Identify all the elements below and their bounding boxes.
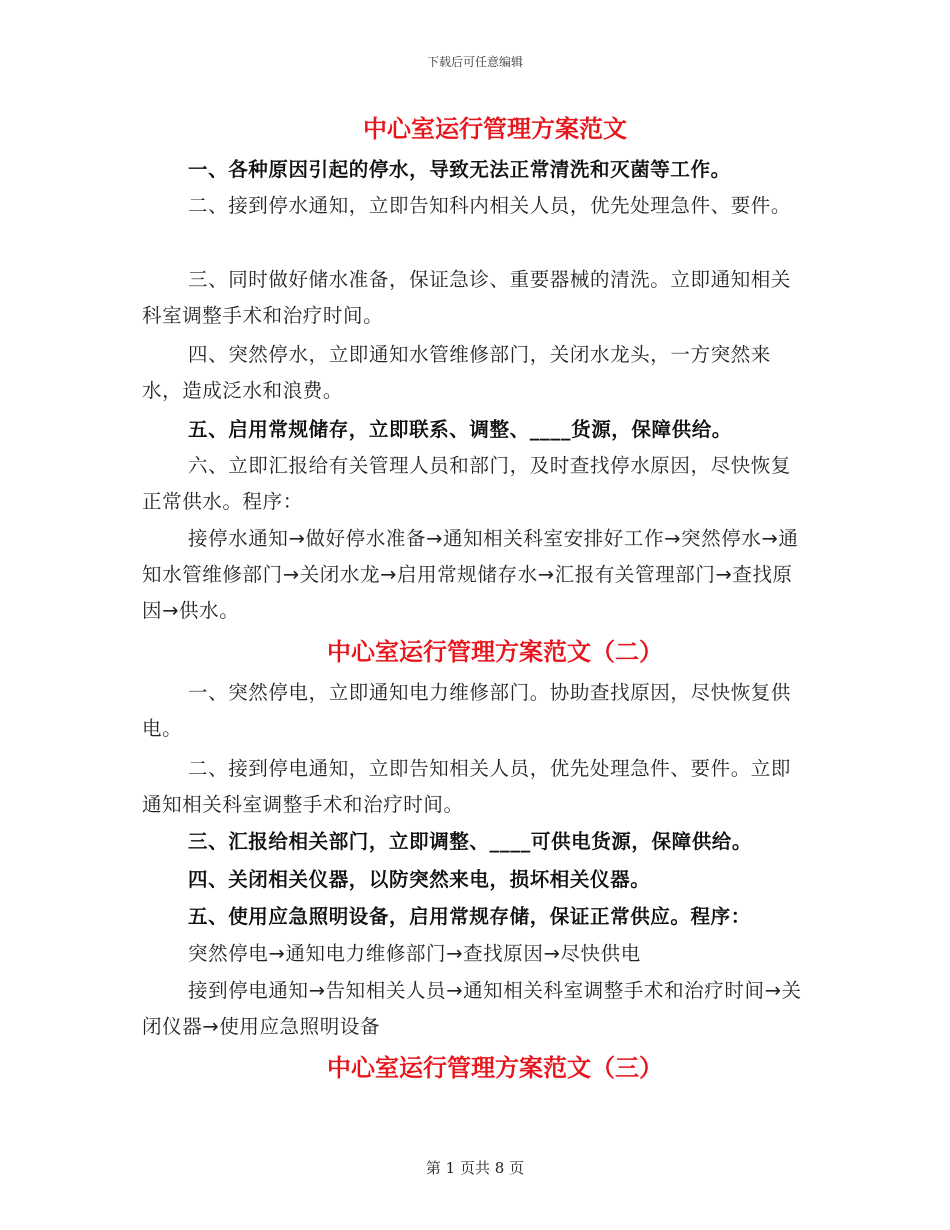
paragraph: 突然停电→通知电力维修部门→查找原因→尽快供电 bbox=[188, 942, 641, 965]
page-footer: 第 1 页共 8 页 bbox=[425, 1159, 525, 1177]
paragraph: 一、突然停电，立即通知电力维修部门。协助查找原因，尽快恢复供电。 bbox=[142, 681, 792, 740]
paragraph: 五、启用常规储存，立即联系、调整、____货源，保障供给。 bbox=[188, 418, 732, 441]
paragraph: 接到停电通知→告知相关人员→通知相关科室调整手术和治疗时间→关闭仪器→使用应急照明设备 bbox=[142, 979, 802, 1038]
paragraph: 三、同时做好储水准备，保证急诊、重要器械的清洗。立即通知相关科室调整手术和治疗时间。 bbox=[142, 268, 792, 327]
section-title-2: 中心室运行管理方案范文（二） bbox=[327, 637, 663, 666]
page-header: 下载后可任意编辑 bbox=[426, 55, 523, 69]
paragraph: 三、汇报给相关部门，立即调整、____可供电货源，保障供给。 bbox=[188, 830, 753, 853]
paragraph: 二、接到停电通知，立即告知相关人员，优先处理急件、要件。立即通知相关科室调整手术和治疗时间。 bbox=[142, 757, 792, 816]
paragraph: 接停水通知→做好停水准备→通知相关科室安排好工作→突然停水→通知水管维修部门→关闭水龙→启用常规储存水→汇报有关管理部门→查找原因→供水。 bbox=[142, 527, 799, 622]
paragraph: 一、各种原因引起的停水，导致无法正常清洗和灭菌等工作。 bbox=[188, 158, 731, 181]
paragraph: 五、使用应急照明设备，启用常规存储，保证正常供应。程序： bbox=[188, 905, 751, 928]
paragraph: 二、接到停水通知，立即告知科内相关人员，优先处理急件、要件。 bbox=[188, 194, 792, 217]
section-title-1: 中心室运行管理方案范文 bbox=[363, 114, 627, 143]
section-title-3: 中心室运行管理方案范文（三） bbox=[327, 1053, 663, 1082]
paragraph: 四、关闭相关仪器，以防突然来电，损坏相关仪器。 bbox=[188, 868, 651, 891]
paragraph: 六、立即汇报给有关管理人员和部门，及时查找停水原因，尽快恢复正常供水。程序： bbox=[142, 454, 792, 513]
paragraph: 四、突然停水，立即通知水管维修部门，关闭水龙头，一方突然来水，造成泛水和浪费。 bbox=[142, 343, 771, 402]
